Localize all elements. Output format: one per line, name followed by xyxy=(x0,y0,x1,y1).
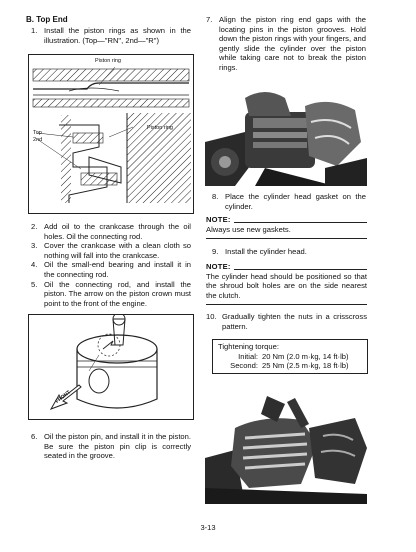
step-2 xyxy=(31,222,191,241)
cylinder-install-photo xyxy=(205,82,367,186)
step-5-text: Oil the connecting rod, and install the piston. The arrow on the piston crown must point to the front of the engine. xyxy=(44,279,191,308)
step-9-number: 9. xyxy=(212,247,219,256)
page-number: 3-13 xyxy=(200,523,216,532)
torque-initial-value: 20 Nm (2.0 m·kg, 14 ft·lb) xyxy=(262,351,349,361)
cylinder-head-photo-art xyxy=(205,388,367,504)
step-2-text: Add oil to the crankcase through the oil holes. Oil the connecting rod. xyxy=(44,222,191,241)
torque-title: Tightening torque: xyxy=(218,342,279,351)
step-3 xyxy=(31,241,191,260)
section-heading: B. Top End xyxy=(26,15,68,24)
step-4-text: Oil the small-end bearing and install it in the connecting rod. xyxy=(44,260,191,279)
tightening-torque-box xyxy=(212,339,368,374)
step-5-number: 5. xyxy=(31,279,38,289)
step-8-number: 8. xyxy=(212,192,219,201)
step-10-text: Gradually tighten the nuts in a crisscross pattern. xyxy=(222,312,367,331)
top-ring-label: Top xyxy=(33,130,42,136)
note-2-bottom-rule xyxy=(206,304,367,305)
step-7 xyxy=(206,15,366,73)
step-1-text: Install the piston rings as shown in the illustration. (Top—"RN", 2nd—"R") xyxy=(44,26,191,45)
note-2 xyxy=(206,262,367,305)
piston-ring-figure xyxy=(28,54,194,214)
step-4 xyxy=(31,260,191,279)
torque-row-second xyxy=(218,361,362,371)
torque-initial-key: Initial: xyxy=(238,351,258,361)
note-1-bottom-rule xyxy=(206,238,367,239)
step-7-text: Align the piston ring end gaps with the locating pins in the piston grooves. Hold down the piston rings with your fingers, and gently slide the cylinder over the piston while taking care not to break the piston rings. xyxy=(219,15,366,72)
torque-row-initial xyxy=(218,352,362,362)
step-6-number: 6. xyxy=(31,432,38,441)
piston-ring-label-right: Piston ring xyxy=(147,125,173,131)
piston-front-diagram xyxy=(29,315,193,419)
step-3-number: 3. xyxy=(31,241,38,251)
torque-second-key: Second: xyxy=(230,361,258,371)
note-1-rule xyxy=(234,222,367,223)
step-8-text: Place the cylinder head gasket on the cylinder. xyxy=(225,192,366,211)
step-10 xyxy=(206,312,367,331)
step-6 xyxy=(31,432,191,461)
cylinder-head-photo xyxy=(205,388,367,504)
step-1-number: 1. xyxy=(31,26,38,35)
piston-front-figure xyxy=(28,314,194,420)
step-9-text: Install the cylinder head. xyxy=(225,247,307,256)
note-2-rule xyxy=(234,269,367,270)
step-1 xyxy=(31,26,191,45)
step-3-text: Cover the crankcase with a clean cloth so nothing will fall into the crankcase. xyxy=(44,241,191,260)
step-6-text: Oil the piston pin, and install it in the piston. Be sure the piston pin clip is correctly seated in the groove. xyxy=(44,432,191,461)
steps-2-5 xyxy=(31,222,191,308)
note-2-label: NOTE: xyxy=(206,262,231,271)
step-9 xyxy=(212,247,366,257)
note-2-text: The cylinder head should be positioned so that the shroud bolt holes are on the side nearest the clutch. xyxy=(206,271,367,300)
piston-ring-diagram xyxy=(29,55,193,213)
second-ring-label: 2nd xyxy=(33,137,43,143)
cylinder-install-photo-art xyxy=(205,82,367,186)
step-4-number: 4. xyxy=(31,260,38,270)
step-2-number: 2. xyxy=(31,222,38,231)
step-8 xyxy=(212,192,366,211)
front-label: FRONT xyxy=(54,389,72,405)
step-5 xyxy=(31,280,191,309)
note-1-label: NOTE: xyxy=(206,215,231,224)
step-7-number: 7. xyxy=(206,15,213,24)
step-10-number: 10. xyxy=(206,312,217,321)
piston-ring-label-top: Piston ring xyxy=(95,58,121,64)
note-1-text: Always use new gaskets. xyxy=(206,224,291,234)
note-1 xyxy=(206,215,367,239)
torque-second-value: 25 Nm (2.5 m·kg, 18 ft·lb) xyxy=(262,361,349,371)
